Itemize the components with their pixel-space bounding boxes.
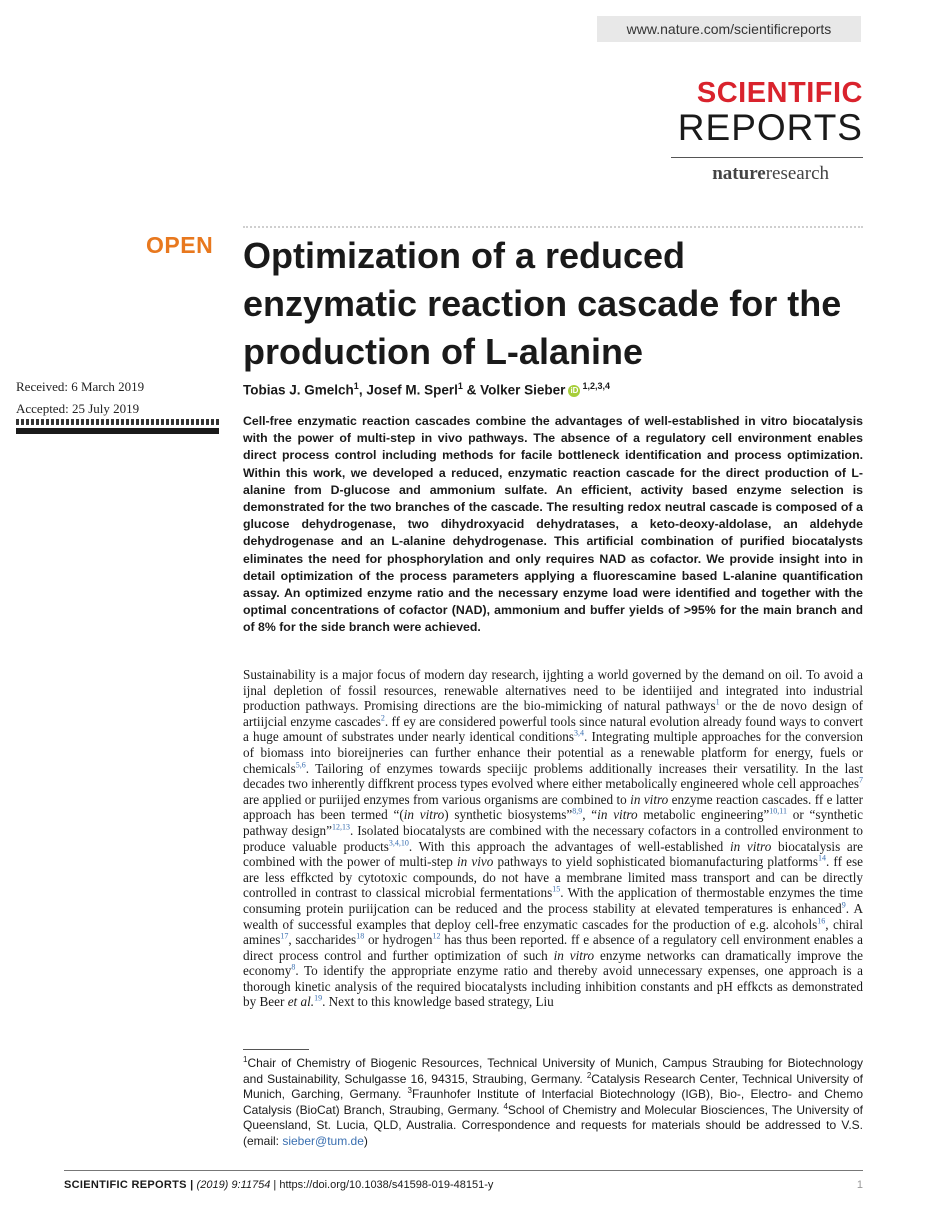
- citation-link[interactable]: 7: [859, 775, 863, 785]
- footer-divider: [64, 1170, 863, 1171]
- italic-term: in vitro: [553, 947, 595, 963]
- text-run: Sustainability is a major focus of modern day research, ijghting a world governed by the demand on oil. To avoid a ijnal depletion of fossil resources, renewable alternatives need to be identiijed and integrated into industrial production pathways. Promising directions are the bio-mimicking of natural pathways: [243, 667, 863, 714]
- italic-term: in vitro: [597, 807, 638, 823]
- text-run: . With this approach the advantages of well-established: [408, 838, 730, 854]
- publisher-rest: research: [765, 163, 829, 184]
- text-run: , saccharides: [288, 932, 357, 948]
- italic-term: in vitro: [630, 791, 669, 807]
- published-bar: [16, 419, 219, 435]
- affiliation-number: 1: [243, 1055, 248, 1064]
- text-run: . With the application of thermostable enzymes the time consuming protein puriijcation can be reduced and the process stability at elevated temperatures is enhanced: [243, 885, 864, 916]
- citation-link[interactable]: 10,11: [769, 806, 787, 816]
- affiliation-number: 2: [586, 1070, 592, 1080]
- italic-term: in vitro: [729, 838, 772, 854]
- citation-link[interactable]: 2: [380, 713, 385, 723]
- citation-link[interactable]: 12,13: [331, 822, 350, 832]
- text-run: or the de novo design of artiijcial enzyme cascades: [243, 698, 864, 729]
- text-run: or hydrogen: [364, 932, 433, 948]
- text-run: Catalysis Research Center, Technical University of Munich, Garching, Germany.: [243, 1071, 863, 1102]
- publisher-bold: nature: [712, 163, 766, 184]
- received-date: Received: 6 March 2019: [16, 379, 145, 394]
- author-affiliation-ref: 1,2,3,4: [582, 381, 610, 391]
- author-name[interactable]: Volker Sieber: [480, 382, 566, 398]
- author-affiliation-ref: 1: [457, 381, 463, 391]
- author-separator: ,: [358, 382, 367, 398]
- page-number: 1: [856, 1179, 863, 1191]
- brand-divider: [671, 157, 863, 158]
- journal-url[interactable]: www.nature.com/scientificreports: [597, 16, 861, 42]
- text-run: are applied or puriijed enzymes from various organisms are combined to: [243, 791, 631, 807]
- article-title: Optimization of a reduced enzymatic reaction cascade for the production of L-alanine: [243, 235, 842, 372]
- citation-link[interactable]: 3,4,10: [388, 838, 409, 848]
- citation-link[interactable]: 15: [552, 884, 561, 894]
- italic-term: in vitro: [403, 807, 445, 823]
- text-run: Fraunhofer Institute of Interfacial Biotechnology (IGB), Bio-, Electro- and Chemo Catalysis (BioCat) Branch, Straubing, Germany.: [243, 1087, 863, 1117]
- orcid-icon[interactable]: iD: [570, 385, 579, 395]
- italic-term: in vivo: [456, 854, 494, 870]
- text-run: . ff ey are considered powerful tools since natural evolution already found ways to convert a huge amount of substrates under nearly identical conditions: [243, 713, 863, 745]
- citation-link[interactable]: 5,6: [295, 760, 306, 770]
- footer-journal: SCIENTIFIC REPORTS |: [64, 1179, 194, 1191]
- citation-link[interactable]: 3,4: [574, 728, 584, 738]
- text-run: pathways to yield sophisticated biomanufacturing platforms: [493, 854, 818, 870]
- text-run: ): [363, 1133, 368, 1148]
- affiliation-number: 3: [407, 1086, 412, 1096]
- body-text: [243, 667, 863, 1010]
- email-link[interactable]: sieber@tum.de: [282, 1133, 364, 1148]
- header-divider: [243, 226, 863, 228]
- footer-citation: (2019) 9:11754: [196, 1179, 271, 1191]
- text-run: School of Chemistry and Molecular Biosciences, The University of Queensland, St. Lucia, QLD, Australia. Correspondence and requests for materials should be addressed to V.S. (email:: [243, 1102, 863, 1148]
- text-run: . Integrating multiple approaches for the conversion of biomass into bioreijneries can further enhance their potential as a renewable platform for energy, fuels or chemicals: [243, 729, 863, 776]
- page-footer: [64, 1179, 863, 1191]
- citation-link[interactable]: 12: [432, 931, 441, 941]
- citation-link[interactable]: 8,9: [572, 806, 583, 816]
- affiliation-divider: [243, 1049, 309, 1050]
- text-run: . Next to this knowledge based strategy, Liu: [322, 994, 554, 1010]
- published-bar-dashed: [16, 419, 219, 425]
- text-run: biocatalysis are combined with the power of multi-step: [243, 838, 863, 870]
- brand-scientific: SCIENTIFIC: [696, 77, 863, 109]
- text-run: metabolic engineering”: [637, 807, 770, 823]
- affiliation-number: 4: [503, 1101, 508, 1111]
- italic-term: et al.: [287, 994, 315, 1010]
- journal-logo: [600, 78, 863, 148]
- publisher-logo: [671, 163, 829, 185]
- text-run: , chiral amines: [243, 916, 863, 948]
- text-run: ) synthetic biosystems”: [444, 807, 573, 823]
- accepted-date: Accepted: 25 July 2019: [16, 401, 140, 416]
- text-run: enzyme networks can dramatically improve the economy: [243, 947, 863, 979]
- author-separator: &: [462, 382, 481, 398]
- text-run: . To identify the appropriate enzyme ratio and thereby avoid unnecessary expenses, one approach is a thorough kinetic analysis of the required biocatalysts including inhibition constants and pH effkcts as demonstrated by Beer: [243, 963, 863, 1010]
- text-run: . ff ese are less effkcted by cytotoxic compounds, do not have a membrane limited mass transport and can be directly controlled in contrast to classical microbial fermentations: [243, 854, 863, 901]
- citation-link[interactable]: 9: [841, 900, 846, 910]
- article-dates: [16, 376, 144, 420]
- text-run: . Tailoring of enzymes towards speciijc problems additionally increases their versatility. In the last decades two inherently diffkrent process types evolved where either metabolically engineered whole cell approaches: [243, 760, 863, 792]
- brand-reports: REPORTS: [677, 107, 863, 148]
- citation-link[interactable]: 19: [314, 994, 323, 1004]
- text-run: , “: [582, 807, 598, 823]
- author-name[interactable]: Tobias J. Gmelch: [243, 382, 354, 398]
- citation-link[interactable]: 8: [291, 962, 296, 972]
- open-access-label: OPEN: [146, 232, 214, 258]
- footer-doi[interactable]: | https://doi.org/10.1038/s41598-019-48151-y: [270, 1179, 494, 1191]
- published-bar-solid: [16, 428, 219, 434]
- text-run: enzyme reaction cascades. ff e latter approach has been termed “(: [243, 791, 863, 823]
- citation-link[interactable]: 17: [280, 931, 289, 941]
- text-run: Chair of Chemistry of Biogenic Resources, Technical University of Munich, Campus Straubing for Biotechnology and Sustainability, Schulgasse 16, 94315, Straubing, Germany.: [243, 1056, 863, 1086]
- text-run: . Isolated biocatalysts are combined with the necessary cofactors in a controlled environment to produce valuable products: [243, 822, 863, 854]
- author-list: [243, 381, 610, 398]
- author-name[interactable]: Josef M. Sperl: [366, 382, 458, 398]
- text-run: . A wealth of successful examples that deploy cell-free enzymatic cascades for the production of e.g. alcohols: [243, 900, 864, 932]
- citation-link[interactable]: 1: [715, 697, 720, 707]
- text-run: or “synthetic pathway design”: [243, 807, 863, 838]
- author-affiliation-ref: 1: [353, 381, 359, 391]
- citation-link[interactable]: 18: [356, 931, 365, 941]
- affiliations: [243, 1056, 863, 1150]
- text-run: has thus been reported. ff e absence of a regulatory cell environment enables a direct process control and further optimization of such: [243, 932, 863, 963]
- abstract: Cell-free enzymatic reaction cascades combine the advantages of well-established in vitro biocatalysis with the power of multi-step in vivo pathways. The absence of a regulatory cell environment enables direct process control including methods for facile bottleneck identification and process optimization. Within this work, we developed a reduced, enzymatic reaction cascade for the direct production of L-alanine from D-glucose and ammonium sulfate. An efficient, activity based enzyme selection is demonstrated for the two branches of the cascade. The resulting redox neutral cascade is composed of a glucose dehydrogenase, two dihydroxyacid dehydratases, a keto-deoxy-aldolase, an aldehyde dehydrogenase and an L-alanine dehydrogenase. This artificial combination of purified biocatalysts eliminates the need for phosphorylation and only requires NAD as cofactor. We provide insight into in detail optimization of the process parameters applying a fluorescamine based L-alanine quantification assay. An optimized enzyme ratio and the necessary enzyme load were identified and together with the optimal concentrations of cofactor (NAD), ammonium and buffer yields of >95% for the main branch and of 8% for the side branch were achieved.: [243, 414, 863, 635]
- citation-link[interactable]: 16: [817, 916, 826, 926]
- citation-link[interactable]: 14: [817, 853, 826, 863]
